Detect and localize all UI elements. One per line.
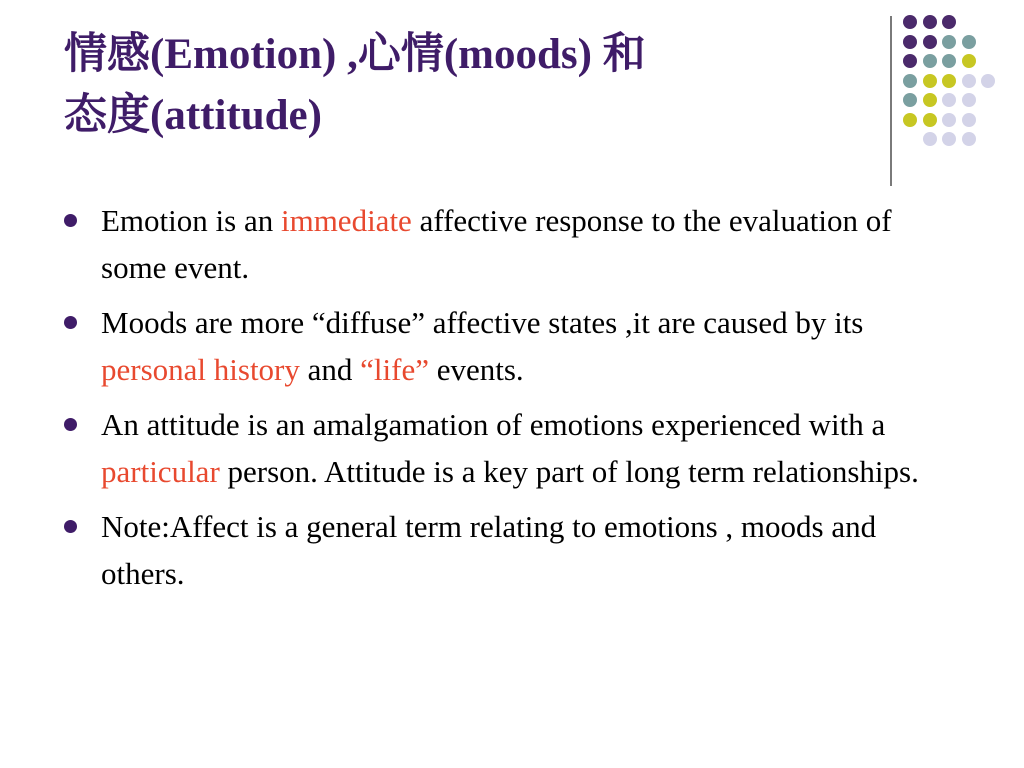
bullet-dot-icon xyxy=(64,316,77,329)
bullet-dot-icon xyxy=(64,520,77,533)
decorative-dot xyxy=(942,93,956,107)
decorative-dot xyxy=(923,113,937,127)
bullet-text: Moods are more “diffuse” affective states ,it are caused by its xyxy=(101,305,864,340)
decorative-dot xyxy=(903,74,917,88)
bullet-list xyxy=(0,197,1024,605)
decorative-dot xyxy=(962,74,976,88)
bullet-dot-icon xyxy=(64,214,77,227)
decorative-dot xyxy=(942,15,956,29)
decorative-dot xyxy=(903,113,917,127)
decorative-dot xyxy=(923,132,937,146)
bullet-dot-icon xyxy=(64,418,77,431)
bullet-text: Emotion is an xyxy=(101,203,281,238)
decorative-dot xyxy=(942,35,956,49)
bullet-text: affective response to the evaluation of some event. xyxy=(101,203,892,285)
highlighted-text: immediate xyxy=(280,203,412,238)
decorative-dot xyxy=(923,74,937,88)
decorative-dot xyxy=(903,35,917,49)
slide-title xyxy=(64,24,864,146)
decorative-dot xyxy=(962,113,976,127)
decorative-dot xyxy=(903,54,917,68)
highlighted-text: particular xyxy=(101,454,220,489)
decorative-dot xyxy=(962,132,976,146)
bullet-text: events. xyxy=(428,352,524,387)
bullet-item xyxy=(0,503,1024,597)
decorative-dot xyxy=(903,93,917,107)
bullet-text: and xyxy=(299,352,361,387)
decorative-dot xyxy=(942,54,956,68)
decorative-dot xyxy=(942,74,956,88)
bullet-item xyxy=(0,299,1024,393)
decorative-dot xyxy=(942,132,956,146)
bullet-text: Note:Affect is a general term relating to emotions , moods and others. xyxy=(101,509,877,591)
decorative-dot xyxy=(903,15,917,29)
decorative-dot xyxy=(962,54,976,68)
highlighted-text: “life” xyxy=(360,352,429,387)
decorative-dot xyxy=(923,15,937,29)
decorative-dot xyxy=(923,93,937,107)
bullet-text: An attitude is an amalgamation of emotions experienced with a xyxy=(101,407,886,442)
highlighted-text: personal history xyxy=(101,352,300,387)
bullet-item xyxy=(0,401,1024,495)
title-line-2: 态度(attitude) xyxy=(64,92,322,139)
decorative-dot xyxy=(962,35,976,49)
decorative-dot xyxy=(923,54,937,68)
decorative-dot xyxy=(942,113,956,127)
title-line-1: 情感(Emotion) ,心情(moods) 和 xyxy=(64,31,646,78)
bullet-text: person. Attitude is a key part of long term relationships. xyxy=(219,454,919,489)
decorative-dot xyxy=(962,93,976,107)
decorative-dot xyxy=(981,74,995,88)
title-divider-line xyxy=(890,16,892,186)
decorative-dot xyxy=(923,35,937,49)
bullet-item xyxy=(0,197,1024,291)
